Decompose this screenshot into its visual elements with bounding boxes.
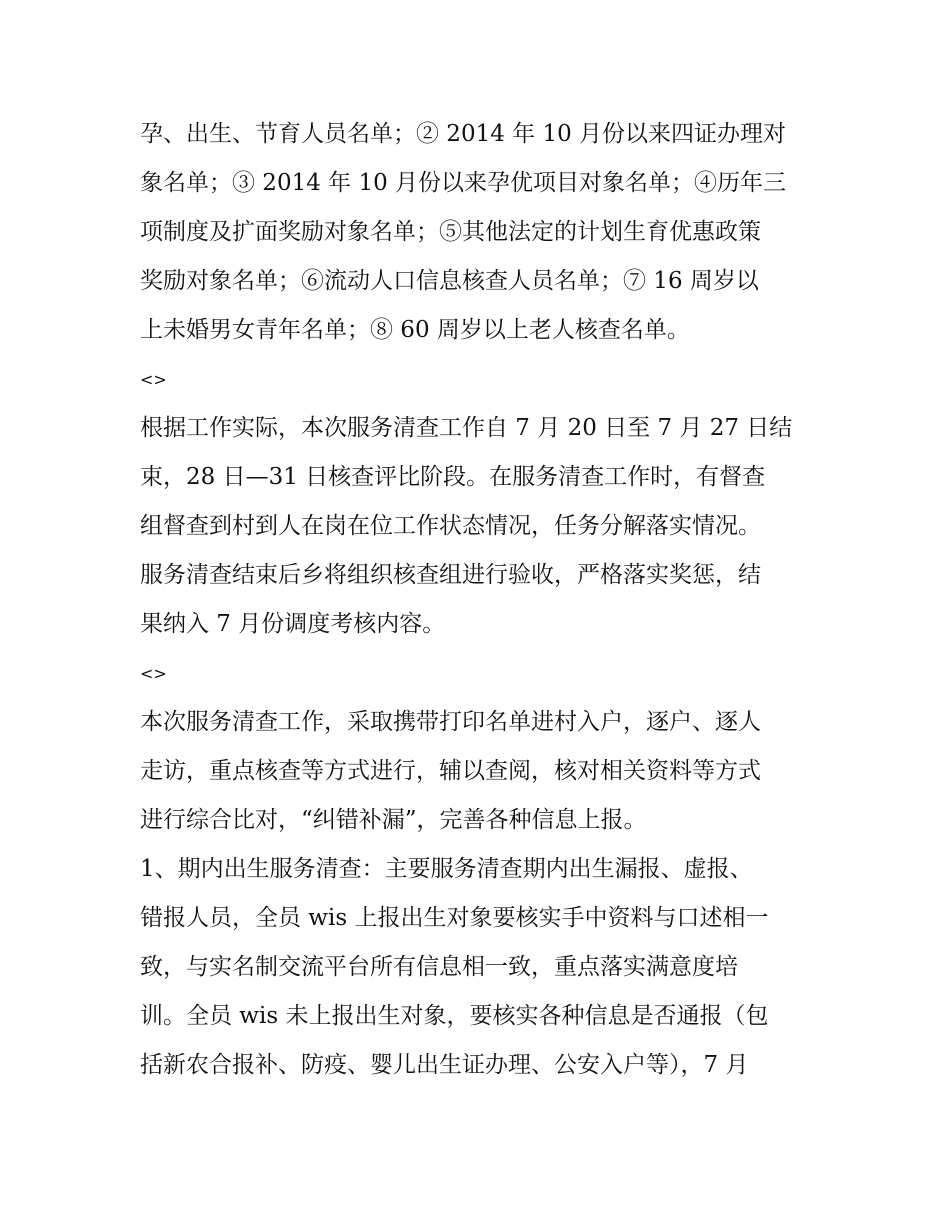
text-line: 孕、出生、节育人员名单；② 2014 年 10 月份以来四证办理对 xyxy=(140,121,787,147)
text-line: 果纳入 7 月份调度考核内容。 xyxy=(140,611,446,637)
text-line: 训。全员 wis 未上报出生对象，要核实各种信息是否通报（包 xyxy=(140,1003,769,1029)
text-line: 组督查到村到人在岗在位工作状态情况，任务分解落实情况。 xyxy=(140,513,761,539)
text-line: 1、期内出生服务清查：主要服务清查期内出生漏报、虚报、 xyxy=(140,856,753,882)
text-line: 致，与实名制交流平台所有信息相一致，重点落实满意度培 xyxy=(140,954,738,980)
text-line: 象名单；③ 2014 年 10 月份以来孕优项目对象名单；④历年三 xyxy=(140,170,787,196)
text-line: 进行综合比对，“纠错补漏”，完善各种信息上报。 xyxy=(140,807,647,833)
text-line: 走访，重点核查等方式进行，辅以查阅，核对相关资料等方式 xyxy=(140,758,761,784)
text-line: 项制度及扩面奖励对象名单；⑤其他法定的计划生育优惠政策 xyxy=(140,219,761,245)
text-line: 本次服务清查工作，采取携带打印名单进村入户，逐户、逐人 xyxy=(140,709,761,735)
text-line: 错报人员，全员 wis 上报出生对象要核实手中资料与口述相一 xyxy=(140,905,769,931)
section-marker: <> xyxy=(140,664,167,683)
text-line: 括新农合报补、防疫、婴儿出生证办理、公安入户等），7 月 xyxy=(140,1052,749,1078)
text-line: 上未婚男女青年名单；⑧ 60 周岁以上老人核查名单。 xyxy=(140,317,690,343)
text-line: 服务清查结束后乡将组织核查组进行验收，严格落实奖惩，结 xyxy=(140,562,761,588)
text-line: 奖励对象名单；⑥流动人口信息核查人员名单；⑦ 16 周岁以 xyxy=(140,268,759,294)
text-line: 根据工作实际，本次服务清查工作自 7 月 20 日至 7 月 27 日结 xyxy=(140,415,793,441)
document-body xyxy=(140,110,820,1090)
section-marker: <> xyxy=(140,370,167,389)
text-line: 束，28 日—31 日核查评比阶段。在服务清查工作时，有督查 xyxy=(140,464,766,490)
